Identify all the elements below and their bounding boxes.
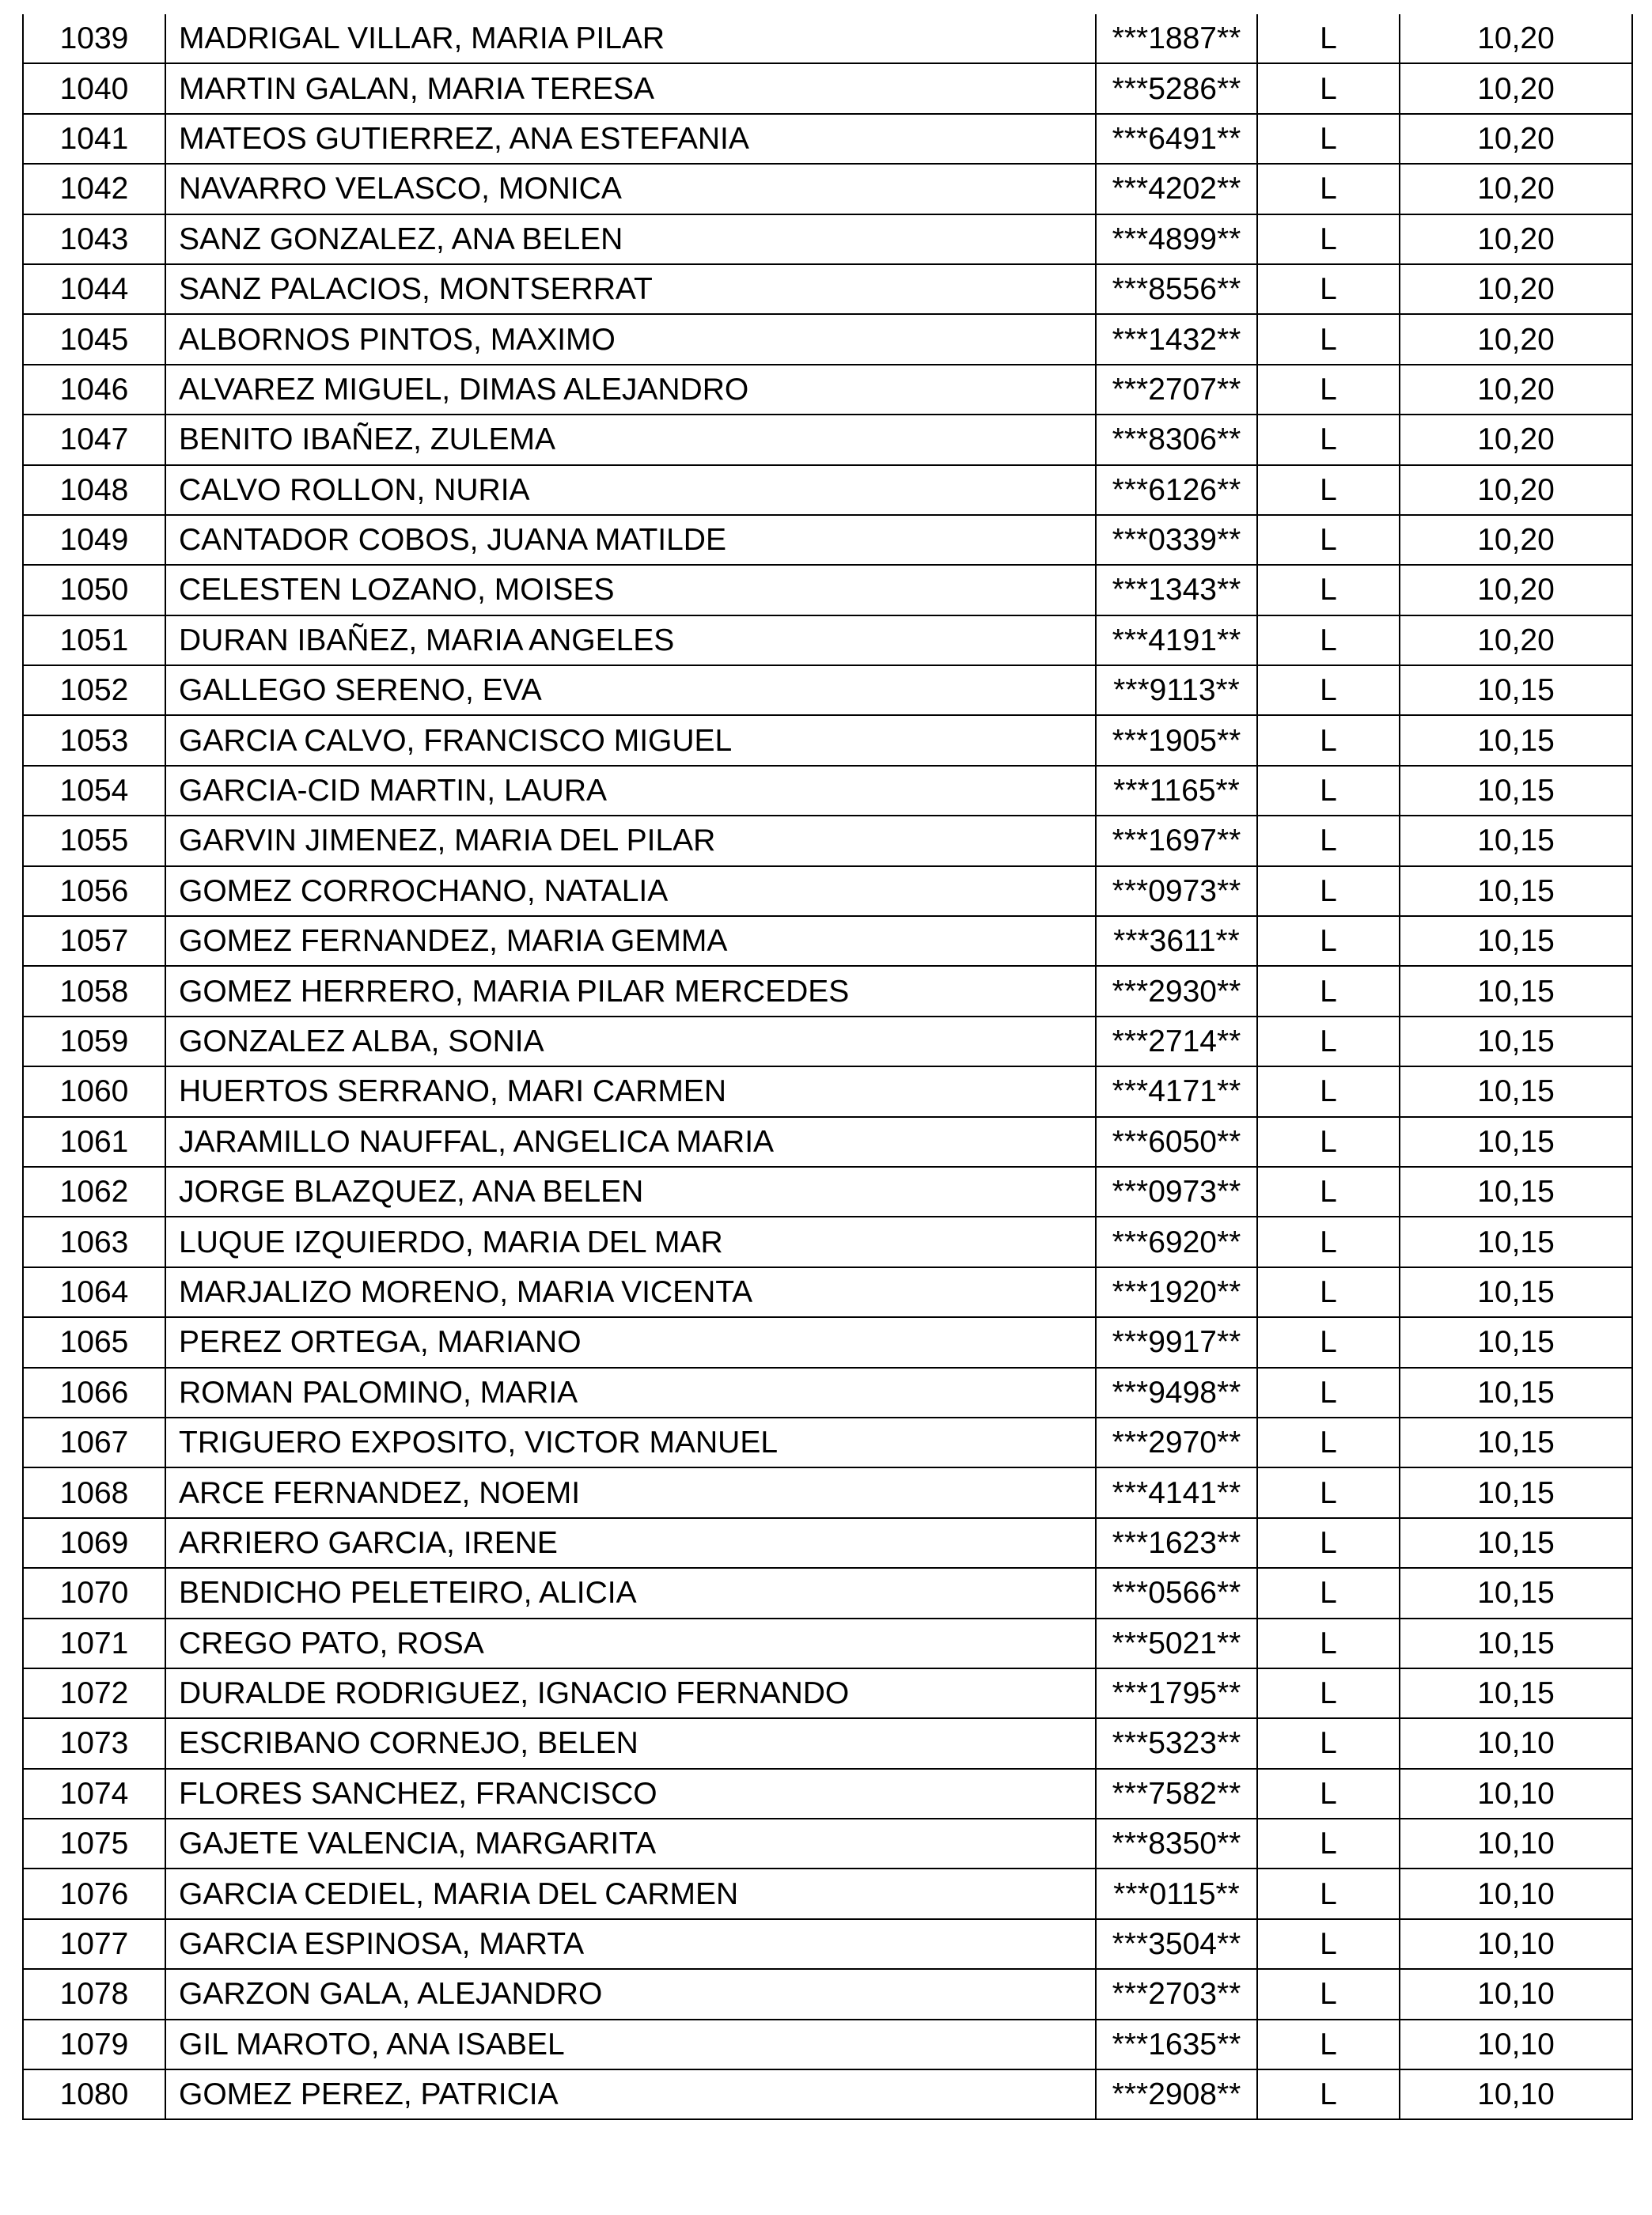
row-number: 1044 bbox=[23, 264, 165, 314]
candidate-name: DURAN IBAÑEZ, MARIA ANGELES bbox=[165, 615, 1096, 665]
score: 10,20 bbox=[1400, 515, 1632, 565]
masked-id: ***9498** bbox=[1096, 1368, 1257, 1418]
score: 10,15 bbox=[1400, 1217, 1632, 1267]
masked-id: ***4191** bbox=[1096, 615, 1257, 665]
score: 10,20 bbox=[1400, 264, 1632, 314]
access-type: L bbox=[1257, 1919, 1400, 1969]
row-number: 1072 bbox=[23, 1668, 165, 1718]
row-number: 1042 bbox=[23, 164, 165, 214]
masked-id: ***4141** bbox=[1096, 1467, 1257, 1517]
score: 10,20 bbox=[1400, 14, 1632, 63]
candidate-name: LUQUE IZQUIERDO, MARIA DEL MAR bbox=[165, 1217, 1096, 1267]
access-type: L bbox=[1257, 365, 1400, 415]
candidate-name: BENDICHO PELETEIRO, ALICIA bbox=[165, 1568, 1096, 1618]
row-number: 1045 bbox=[23, 314, 165, 364]
score: 10,20 bbox=[1400, 565, 1632, 615]
row-number: 1066 bbox=[23, 1368, 165, 1418]
masked-id: ***6491** bbox=[1096, 114, 1257, 164]
masked-id: ***5286** bbox=[1096, 63, 1257, 113]
score: 10,20 bbox=[1400, 465, 1632, 515]
access-type: L bbox=[1257, 1066, 1400, 1116]
candidate-name: GALLEGO SERENO, EVA bbox=[165, 665, 1096, 715]
row-number: 1080 bbox=[23, 2069, 165, 2119]
table-row bbox=[23, 1619, 1632, 1668]
score: 10,20 bbox=[1400, 365, 1632, 415]
candidate-name: CANTADOR COBOS, JUANA MATILDE bbox=[165, 515, 1096, 565]
masked-id: ***2714** bbox=[1096, 1017, 1257, 1066]
candidate-name: MARTIN GALAN, MARIA TERESA bbox=[165, 63, 1096, 113]
masked-id: ***4202** bbox=[1096, 164, 1257, 214]
access-type: L bbox=[1257, 1418, 1400, 1467]
candidates-table bbox=[22, 14, 1633, 2120]
table-row bbox=[23, 2069, 1632, 2119]
masked-id: ***9113** bbox=[1096, 665, 1257, 715]
access-type: L bbox=[1257, 1518, 1400, 1568]
candidate-name: ARRIERO GARCIA, IRENE bbox=[165, 1518, 1096, 1568]
score: 10,15 bbox=[1400, 766, 1632, 816]
masked-id: ***2970** bbox=[1096, 1418, 1257, 1467]
access-type: L bbox=[1257, 966, 1400, 1016]
candidate-name: SANZ GONZALEZ, ANA BELEN bbox=[165, 214, 1096, 264]
candidate-name: GOMEZ FERNANDEZ, MARIA GEMMA bbox=[165, 916, 1096, 966]
masked-id: ***8306** bbox=[1096, 415, 1257, 464]
table-row bbox=[23, 1217, 1632, 1267]
table-row bbox=[23, 966, 1632, 1016]
masked-id: ***6126** bbox=[1096, 465, 1257, 515]
score: 10,10 bbox=[1400, 2020, 1632, 2069]
row-number: 1051 bbox=[23, 615, 165, 665]
table-row bbox=[23, 816, 1632, 865]
score: 10,10 bbox=[1400, 1919, 1632, 1969]
table-row bbox=[23, 465, 1632, 515]
row-number: 1055 bbox=[23, 816, 165, 865]
masked-id: ***1432** bbox=[1096, 314, 1257, 364]
candidate-name: CALVO ROLLON, NURIA bbox=[165, 465, 1096, 515]
masked-id: ***2908** bbox=[1096, 2069, 1257, 2119]
score: 10,15 bbox=[1400, 1066, 1632, 1116]
table-row bbox=[23, 114, 1632, 164]
access-type: L bbox=[1257, 515, 1400, 565]
score: 10,15 bbox=[1400, 966, 1632, 1016]
score: 10,15 bbox=[1400, 665, 1632, 715]
row-number: 1073 bbox=[23, 1718, 165, 1768]
score: 10,10 bbox=[1400, 1869, 1632, 1918]
masked-id: ***9917** bbox=[1096, 1317, 1257, 1367]
candidate-name: GOMEZ HERRERO, MARIA PILAR MERCEDES bbox=[165, 966, 1096, 1016]
row-number: 1043 bbox=[23, 214, 165, 264]
access-type: L bbox=[1257, 14, 1400, 63]
score: 10,15 bbox=[1400, 866, 1632, 916]
candidate-name: GAJETE VALENCIA, MARGARITA bbox=[165, 1819, 1096, 1869]
masked-id: ***1635** bbox=[1096, 2020, 1257, 2069]
score: 10,20 bbox=[1400, 615, 1632, 665]
candidate-name: ALVAREZ MIGUEL, DIMAS ALEJANDRO bbox=[165, 365, 1096, 415]
masked-id: ***1623** bbox=[1096, 1518, 1257, 1568]
access-type: L bbox=[1257, 415, 1400, 464]
row-number: 1058 bbox=[23, 966, 165, 1016]
masked-id: ***4171** bbox=[1096, 1066, 1257, 1116]
table-row bbox=[23, 1668, 1632, 1718]
access-type: L bbox=[1257, 766, 1400, 816]
access-type: L bbox=[1257, 63, 1400, 113]
access-type: L bbox=[1257, 114, 1400, 164]
table-row bbox=[23, 164, 1632, 214]
table-row bbox=[23, 615, 1632, 665]
score: 10,10 bbox=[1400, 2069, 1632, 2119]
candidate-name: GARCIA CALVO, FRANCISCO MIGUEL bbox=[165, 715, 1096, 765]
table-row bbox=[23, 1017, 1632, 1066]
masked-id: ***0566** bbox=[1096, 1568, 1257, 1618]
score: 10,15 bbox=[1400, 715, 1632, 765]
candidate-name: GOMEZ CORROCHANO, NATALIA bbox=[165, 866, 1096, 916]
candidate-name: GARCIA ESPINOSA, MARTA bbox=[165, 1919, 1096, 1969]
masked-id: ***1887** bbox=[1096, 14, 1257, 63]
access-type: L bbox=[1257, 1819, 1400, 1869]
masked-id: ***8556** bbox=[1096, 264, 1257, 314]
row-number: 1075 bbox=[23, 1819, 165, 1869]
access-type: L bbox=[1257, 1718, 1400, 1768]
candidate-name: GARCIA CEDIEL, MARIA DEL CARMEN bbox=[165, 1869, 1096, 1918]
masked-id: ***7582** bbox=[1096, 1769, 1257, 1819]
candidate-name: ALBORNOS PINTOS, MAXIMO bbox=[165, 314, 1096, 364]
masked-id: ***4899** bbox=[1096, 214, 1257, 264]
table-row bbox=[23, 866, 1632, 916]
table-row bbox=[23, 63, 1632, 113]
row-number: 1057 bbox=[23, 916, 165, 966]
candidate-name: CELESTEN LOZANO, MOISES bbox=[165, 565, 1096, 615]
candidate-name: TRIGUERO EXPOSITO, VICTOR MANUEL bbox=[165, 1418, 1096, 1467]
row-number: 1052 bbox=[23, 665, 165, 715]
masked-id: ***1697** bbox=[1096, 816, 1257, 865]
score: 10,15 bbox=[1400, 1467, 1632, 1517]
row-number: 1039 bbox=[23, 14, 165, 63]
access-type: L bbox=[1257, 1317, 1400, 1367]
row-number: 1041 bbox=[23, 114, 165, 164]
score: 10,20 bbox=[1400, 63, 1632, 113]
table-row bbox=[23, 314, 1632, 364]
access-type: L bbox=[1257, 1217, 1400, 1267]
access-type: L bbox=[1257, 1368, 1400, 1418]
masked-id: ***2930** bbox=[1096, 966, 1257, 1016]
row-number: 1047 bbox=[23, 415, 165, 464]
candidate-name: SANZ PALACIOS, MONTSERRAT bbox=[165, 264, 1096, 314]
candidate-name: FLORES SANCHEZ, FRANCISCO bbox=[165, 1769, 1096, 1819]
table-row bbox=[23, 1467, 1632, 1517]
candidate-name: MADRIGAL VILLAR, MARIA PILAR bbox=[165, 14, 1096, 63]
table-row bbox=[23, 1066, 1632, 1116]
table-row bbox=[23, 214, 1632, 264]
row-number: 1077 bbox=[23, 1919, 165, 1969]
score: 10,15 bbox=[1400, 1017, 1632, 1066]
row-number: 1069 bbox=[23, 1518, 165, 1568]
row-number: 1076 bbox=[23, 1869, 165, 1918]
row-number: 1056 bbox=[23, 866, 165, 916]
row-number: 1067 bbox=[23, 1418, 165, 1467]
score: 10,10 bbox=[1400, 1718, 1632, 1768]
access-type: L bbox=[1257, 1869, 1400, 1918]
candidate-name: MARJALIZO MORENO, MARIA VICENTA bbox=[165, 1267, 1096, 1317]
score: 10,15 bbox=[1400, 1418, 1632, 1467]
masked-id: ***0339** bbox=[1096, 515, 1257, 565]
row-number: 1065 bbox=[23, 1317, 165, 1367]
candidate-name: JORGE BLAZQUEZ, ANA BELEN bbox=[165, 1167, 1096, 1217]
masked-id: ***0115** bbox=[1096, 1869, 1257, 1918]
access-type: L bbox=[1257, 1267, 1400, 1317]
access-type: L bbox=[1257, 1668, 1400, 1718]
candidate-name: PEREZ ORTEGA, MARIANO bbox=[165, 1317, 1096, 1367]
masked-id: ***0973** bbox=[1096, 1167, 1257, 1217]
table-row bbox=[23, 1418, 1632, 1467]
candidate-name: GONZALEZ ALBA, SONIA bbox=[165, 1017, 1096, 1066]
candidate-name: MATEOS GUTIERREZ, ANA ESTEFANIA bbox=[165, 114, 1096, 164]
row-number: 1071 bbox=[23, 1619, 165, 1668]
table-row bbox=[23, 2020, 1632, 2069]
masked-id: ***5021** bbox=[1096, 1619, 1257, 1668]
candidate-name: GOMEZ PEREZ, PATRICIA bbox=[165, 2069, 1096, 2119]
access-type: L bbox=[1257, 866, 1400, 916]
access-type: L bbox=[1257, 1467, 1400, 1517]
candidate-name: GARVIN JIMENEZ, MARIA DEL PILAR bbox=[165, 816, 1096, 865]
access-type: L bbox=[1257, 1117, 1400, 1167]
score: 10,15 bbox=[1400, 1518, 1632, 1568]
table-row bbox=[23, 715, 1632, 765]
table-row bbox=[23, 415, 1632, 464]
score: 10,10 bbox=[1400, 1769, 1632, 1819]
row-number: 1054 bbox=[23, 766, 165, 816]
table-row bbox=[23, 264, 1632, 314]
table-body bbox=[23, 14, 1632, 2119]
access-type: L bbox=[1257, 1167, 1400, 1217]
score: 10,20 bbox=[1400, 114, 1632, 164]
score: 10,15 bbox=[1400, 1117, 1632, 1167]
table-row bbox=[23, 665, 1632, 715]
candidate-name: ROMAN PALOMINO, MARIA bbox=[165, 1368, 1096, 1418]
masked-id: ***2707** bbox=[1096, 365, 1257, 415]
candidate-name: HUERTOS SERRANO, MARI CARMEN bbox=[165, 1066, 1096, 1116]
row-number: 1070 bbox=[23, 1568, 165, 1618]
access-type: L bbox=[1257, 565, 1400, 615]
table-row bbox=[23, 565, 1632, 615]
candidate-name: CREGO PATO, ROSA bbox=[165, 1619, 1096, 1668]
row-number: 1060 bbox=[23, 1066, 165, 1116]
row-number: 1063 bbox=[23, 1217, 165, 1267]
score: 10,10 bbox=[1400, 1819, 1632, 1869]
access-type: L bbox=[1257, 715, 1400, 765]
row-number: 1049 bbox=[23, 515, 165, 565]
candidate-name: GIL MAROTO, ANA ISABEL bbox=[165, 2020, 1096, 2069]
row-number: 1079 bbox=[23, 2020, 165, 2069]
access-type: L bbox=[1257, 615, 1400, 665]
candidate-name: ESCRIBANO CORNEJO, BELEN bbox=[165, 1718, 1096, 1768]
candidate-name: JARAMILLO NAUFFAL, ANGELICA MARIA bbox=[165, 1117, 1096, 1167]
score: 10,15 bbox=[1400, 1668, 1632, 1718]
table-row bbox=[23, 1317, 1632, 1367]
table-row bbox=[23, 1518, 1632, 1568]
candidate-name: GARCIA-CID MARTIN, LAURA bbox=[165, 766, 1096, 816]
row-number: 1074 bbox=[23, 1769, 165, 1819]
access-type: L bbox=[1257, 1769, 1400, 1819]
access-type: L bbox=[1257, 2020, 1400, 2069]
row-number: 1068 bbox=[23, 1467, 165, 1517]
access-type: L bbox=[1257, 1568, 1400, 1618]
masked-id: ***6920** bbox=[1096, 1217, 1257, 1267]
masked-id: ***6050** bbox=[1096, 1117, 1257, 1167]
masked-id: ***1165** bbox=[1096, 766, 1257, 816]
masked-id: ***1920** bbox=[1096, 1267, 1257, 1317]
candidate-name: DURALDE RODRIGUEZ, IGNACIO FERNANDO bbox=[165, 1668, 1096, 1718]
score: 10,15 bbox=[1400, 816, 1632, 865]
access-type: L bbox=[1257, 214, 1400, 264]
table-row bbox=[23, 1969, 1632, 2019]
row-number: 1046 bbox=[23, 365, 165, 415]
access-type: L bbox=[1257, 916, 1400, 966]
score: 10,15 bbox=[1400, 1317, 1632, 1367]
score: 10,20 bbox=[1400, 314, 1632, 364]
table-row bbox=[23, 916, 1632, 966]
candidate-name: BENITO IBAÑEZ, ZULEMA bbox=[165, 415, 1096, 464]
score: 10,20 bbox=[1400, 164, 1632, 214]
masked-id: ***3504** bbox=[1096, 1919, 1257, 1969]
table-row bbox=[23, 1769, 1632, 1819]
access-type: L bbox=[1257, 465, 1400, 515]
masked-id: ***2703** bbox=[1096, 1969, 1257, 2019]
score: 10,20 bbox=[1400, 214, 1632, 264]
row-number: 1059 bbox=[23, 1017, 165, 1066]
table-row bbox=[23, 1568, 1632, 1618]
masked-id: ***1795** bbox=[1096, 1668, 1257, 1718]
masked-id: ***0973** bbox=[1096, 866, 1257, 916]
score: 10,15 bbox=[1400, 1368, 1632, 1418]
row-number: 1061 bbox=[23, 1117, 165, 1167]
table-row bbox=[23, 766, 1632, 816]
masked-id: ***3611** bbox=[1096, 916, 1257, 966]
candidate-name: GARZON GALA, ALEJANDRO bbox=[165, 1969, 1096, 2019]
score: 10,10 bbox=[1400, 1969, 1632, 2019]
access-type: L bbox=[1257, 2069, 1400, 2119]
row-number: 1040 bbox=[23, 63, 165, 113]
row-number: 1078 bbox=[23, 1969, 165, 2019]
score: 10,15 bbox=[1400, 1167, 1632, 1217]
access-type: L bbox=[1257, 164, 1400, 214]
score: 10,15 bbox=[1400, 1568, 1632, 1618]
table-row bbox=[23, 515, 1632, 565]
table-row bbox=[23, 1267, 1632, 1317]
access-type: L bbox=[1257, 665, 1400, 715]
table-row bbox=[23, 1117, 1632, 1167]
table-row bbox=[23, 1167, 1632, 1217]
candidate-name: NAVARRO VELASCO, MONICA bbox=[165, 164, 1096, 214]
row-number: 1053 bbox=[23, 715, 165, 765]
access-type: L bbox=[1257, 264, 1400, 314]
masked-id: ***8350** bbox=[1096, 1819, 1257, 1869]
row-number: 1064 bbox=[23, 1267, 165, 1317]
access-type: L bbox=[1257, 1969, 1400, 2019]
access-type: L bbox=[1257, 1619, 1400, 1668]
score: 10,15 bbox=[1400, 916, 1632, 966]
access-type: L bbox=[1257, 816, 1400, 865]
row-number: 1048 bbox=[23, 465, 165, 515]
access-type: L bbox=[1257, 1017, 1400, 1066]
table-row bbox=[23, 1718, 1632, 1768]
masked-id: ***5323** bbox=[1096, 1718, 1257, 1768]
score: 10,15 bbox=[1400, 1267, 1632, 1317]
table-row bbox=[23, 1919, 1632, 1969]
table-row bbox=[23, 1368, 1632, 1418]
access-type: L bbox=[1257, 314, 1400, 364]
candidate-name: ARCE FERNANDEZ, NOEMI bbox=[165, 1467, 1096, 1517]
row-number: 1062 bbox=[23, 1167, 165, 1217]
masked-id: ***1905** bbox=[1096, 715, 1257, 765]
row-number: 1050 bbox=[23, 565, 165, 615]
score: 10,15 bbox=[1400, 1619, 1632, 1668]
score: 10,20 bbox=[1400, 415, 1632, 464]
table-row bbox=[23, 1819, 1632, 1869]
table-row bbox=[23, 365, 1632, 415]
table-row bbox=[23, 14, 1632, 63]
table-row bbox=[23, 1869, 1632, 1918]
masked-id: ***1343** bbox=[1096, 565, 1257, 615]
